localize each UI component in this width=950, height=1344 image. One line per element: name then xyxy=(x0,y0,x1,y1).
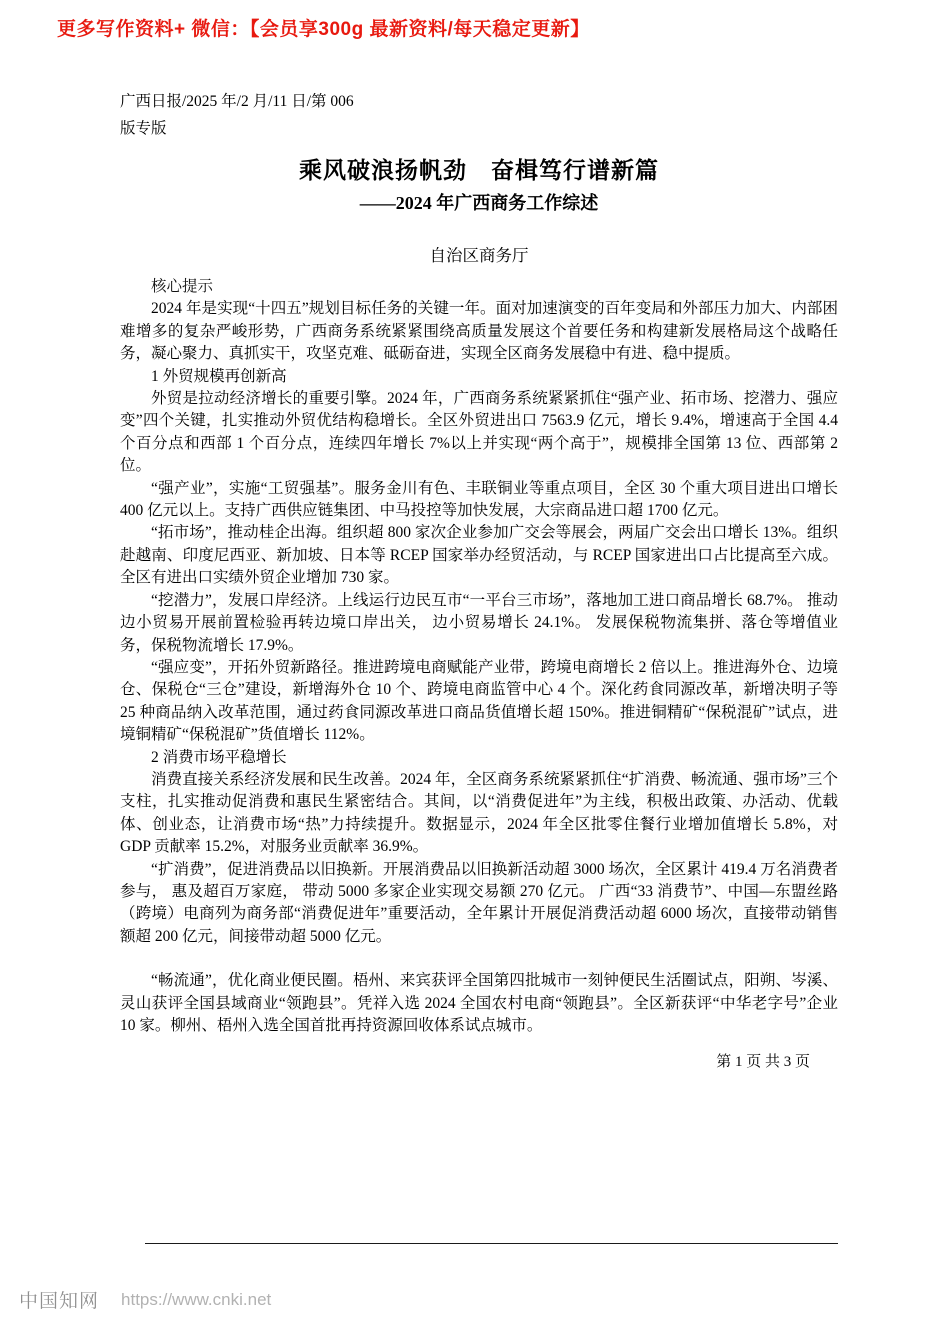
paragraph-strong-industry: “强产业”，实施“工贸强基”。服务金川有色、丰联铜业等重点项目，全区 30 个重大项目进出口增长 400 亿元以上。支持广西供应链集团、中马投控等加快发展，大宗商品进口超 1700 亿元。 xyxy=(120,479,838,520)
article-subtitle: ——2024 年广西商务工作综述 xyxy=(359,193,599,213)
paragraph-adapt-change: “强应变”，开拓外贸新路径。推进跨境电商赋能产业带，跨境电商增长 2 倍以上。推进海外仓、边境仓、保税仓“三仓”建设，新增海外仓 10 个、跨境电商监管中心 4 个。深化药食同源改革，新增决明子等 25 种商品纳入改革范围，通过药食同源改革进口商品货值增长超 150%。推进铜精矿“保税混矿”试点，进境铜精矿“保税混矿”货值增长 112%。 xyxy=(120,658,838,744)
source-line-1: 广西日报/2025 年/2 月/11 日/第 006 xyxy=(120,93,354,110)
section-heading-1: 1 外贸规模再创新高 xyxy=(151,367,287,385)
core-tip-label: 核心提示 xyxy=(151,278,214,295)
article-page xyxy=(120,88,838,1073)
paragraph-consumption-overview: 消费直接关系经济发展和民生改善。2024 年，全区商务系统紧紧抓住“扩消费、畅流通、强市场”三个支柱，扎实推动促消费和惠民生紧密结合。其间，以“消费促进年”为主线，积极出政策、办活动、优载体、创业态，让消费市场“热”力持续提升。数据显示，2024 年全区批零住餐行业增加值增长 5.8%，对 GDP 贡献率 15.2%，对服务业贡献率 36.9%。 xyxy=(120,770,838,856)
section-heading-2: 2 消费市场平稳增长 xyxy=(151,748,287,766)
article-author: 自治区商务厅 xyxy=(429,246,529,265)
promo-banner-text: 更多写作资料+ 微信：【会员享300g 最新资料/每天稳定更新】 xyxy=(57,19,590,40)
cnki-watermark xyxy=(19,1286,271,1313)
source-line-2: 版专版 xyxy=(120,120,167,137)
paragraph-smooth-circulation: “畅流通”，优化商业便民圈。梧州、来宾获评全国第四批城市一刻钟便民生活圈试点，阳朔、岑溪、灵山获评全国县域商业“领跑县”。凭祥入选 2024 全国农村电商“领跑县”。全区新获评“中华老字号”企业 10 家。柳州、梧州入选全国首批再持资源回收体系试点城市。 xyxy=(120,972,838,1034)
paragraph-expand-consumption: “扩消费”，促进消费品以旧换新。开展消费品以旧换新活动超 3000 场次，全区累计 419.4 万名消费者参与， 惠及超百万家庭， 带动 5000 多家企业实现交易额 270 亿元。 广西“33 消费节”、中国—东盟丝路（跨境）电商列为商务部“消费促进年”重要活动，全年累计开展促消费活动超 6000 场次，直接带动销售额超 200 亿元，间接带动超 5000 亿元。 xyxy=(120,860,838,945)
article-title: 乘风破浪扬帆劲 奋楫笃行谱新篇 xyxy=(299,158,659,183)
cnki-url: https://www.cnki.net xyxy=(121,1289,272,1309)
paragraph-tap-potential: “挖潜力”，发展口岸经济。上线运行边民互市“一平台三市场”，落地加工进口商品增长 68.7%。 推动边小贸易开展前置检验再转边境口岸出关， 边小贸易增长 24.1%。 发展保税物流集拼、落仓等增值业务，保税物流增长 17.9%。 xyxy=(120,591,838,654)
cnki-logo-text: 中国知网 xyxy=(19,1291,100,1312)
footer-divider xyxy=(145,1243,838,1244)
article-body xyxy=(120,276,838,1037)
paragraph-intro: 2024 年是实现“十四五”规划目标任务的关键一年。面对加速演变的百年变局和外部压力加大、内部困难增多的复杂严峻形势，广西商务系统紧紧围绕高质量发展这个首要任务和构建新发展格局这个战略任务，凝心聚力、真抓实干，攻坚克难、砥砺奋进，实现全区商务发展稳中有进、稳中提质。 xyxy=(120,300,838,363)
source-citation xyxy=(120,88,838,142)
paragraph-expand-market: “拓市场”，推动桂企出海。组织超 800 家次企业参加广交会等展会，两届广交会出口增长 13%。组织赴越南、印度尼西亚、新加坡、日本等 RCEP 国家举办经贸活动，与 RCEP 国家进出口占比提高至六成。全区有进出口实绩外贸企业增加 730 家。 xyxy=(120,524,838,587)
paragraph-trade-overview: 外贸是拉动经济增长的重要引擎。2024 年，广西商务系统紧紧抓住“强产业、拓市场、挖潜力、强应变”四个关键，扎实推动外贸优结构稳增长。全区外贸进出口 7563.9 亿元，增长 9.4%，增速高于全国 4.4 个百分点和西部 1 个百分点，连续四年增长 7%以上并实现“两个高于”，规模排全国第 13 位、西部第 2 位。 xyxy=(120,390,838,475)
page-number: 第 1 页 共 3 页 xyxy=(716,1054,810,1071)
